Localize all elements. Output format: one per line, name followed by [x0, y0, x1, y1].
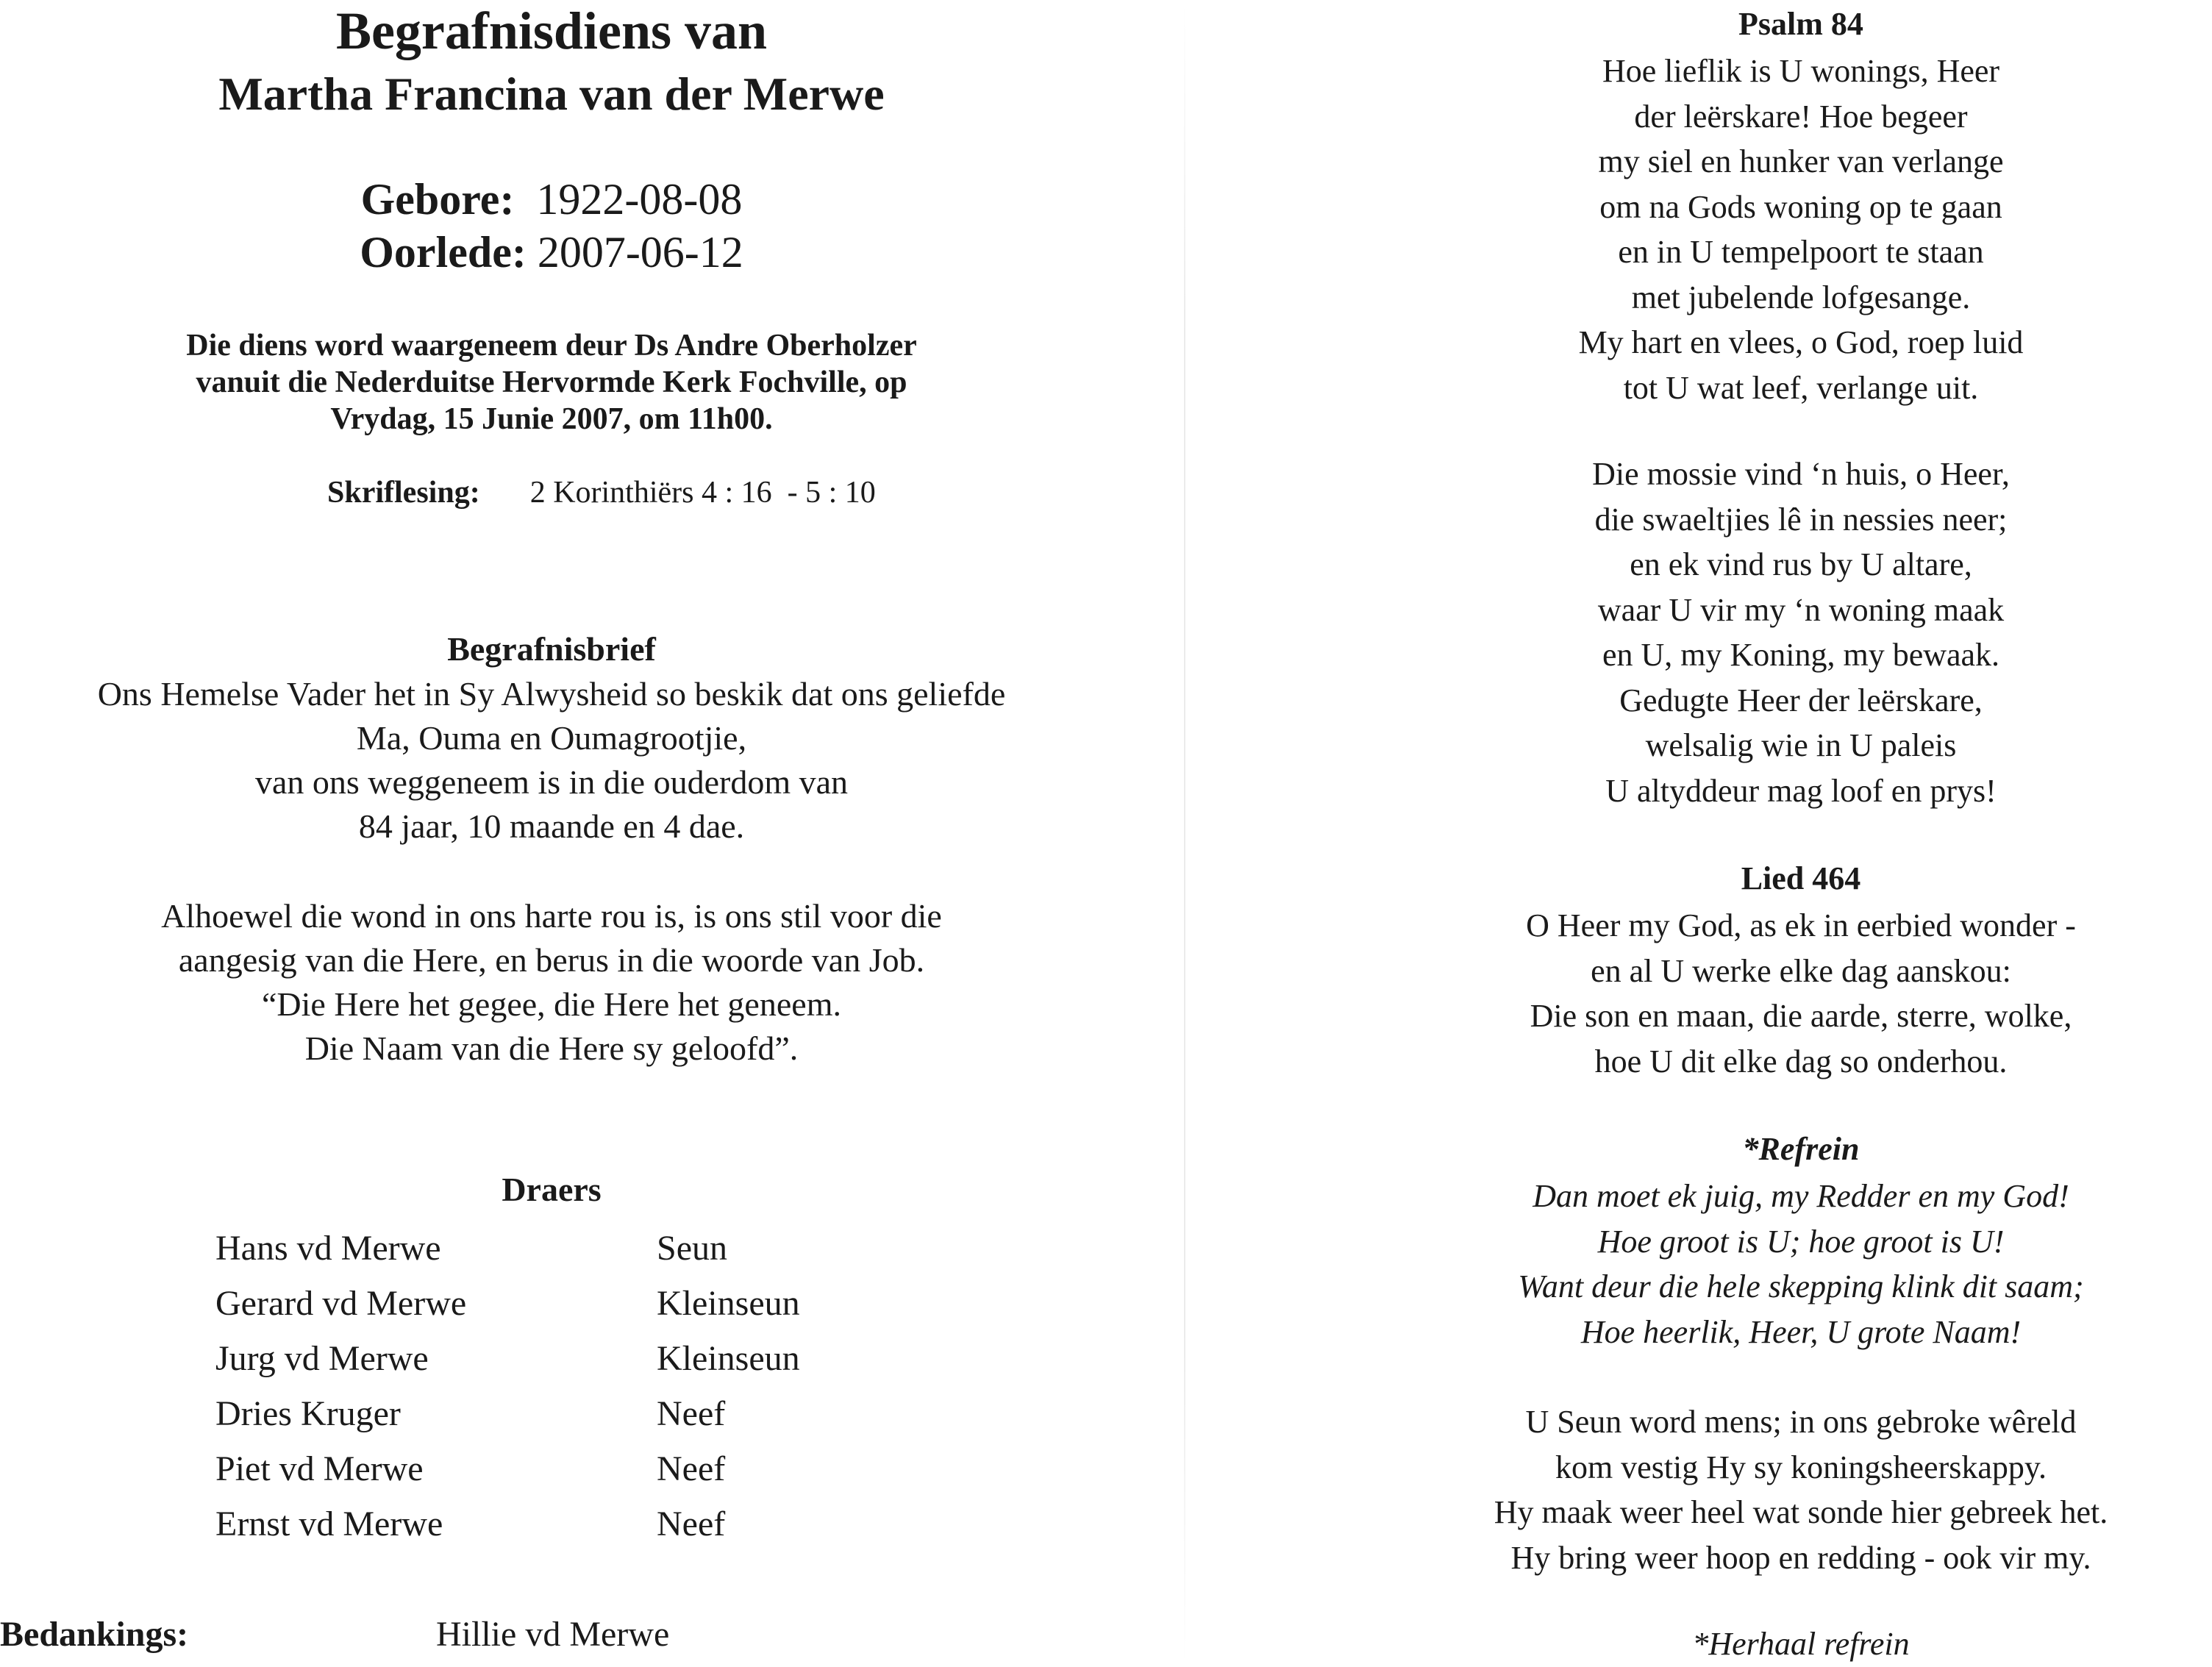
bearer-relation: Seun	[657, 1229, 727, 1268]
service-details	[0, 327, 1103, 438]
deceased-name: Martha Francina van der Merwe	[218, 68, 885, 120]
thanks-value: Hillie vd Merwe	[436, 1615, 670, 1654]
service-line: Die diens word waargeneem deur Ds Andre Oberholzer	[186, 329, 917, 363]
bearer-relation: Kleinseun	[657, 1284, 800, 1323]
service-line: vanuit die Nederduitse Hervormde Kerk Fochville, op	[196, 365, 907, 399]
psalm-line: Die mossie vind ‘n huis, o Heer,	[1592, 456, 2010, 492]
hymn-title: Lied 464	[1741, 860, 1861, 896]
psalm-line: tot U wat leef, verlange uit.	[1623, 369, 1979, 406]
bearers-list	[215, 1221, 800, 1552]
bearer-name: Piet vd Merwe	[215, 1449, 424, 1488]
bearer-name: Dries Kruger	[215, 1394, 401, 1433]
bearer-relation: Neef	[657, 1394, 726, 1433]
psalm-line: My hart en vlees, o God, roep luid	[1578, 324, 2024, 360]
hymn-line: U Seun word mens; in ons gebroke wêreld	[1525, 1404, 2077, 1440]
bearer-row	[215, 1221, 800, 1276]
refrain-line: Want deur die hele skepping klink dit saam;	[1518, 1268, 2084, 1304]
reading-value: 2 Korinthiërs 4 : 16 - 5 : 10	[529, 476, 876, 510]
psalm-line: om na Gods woning op te gaan	[1599, 188, 2002, 225]
born-date: 1922-08-08	[536, 175, 743, 224]
psalm-line: Gedugte Heer der leërskare,	[1619, 682, 1983, 718]
bearer-row	[215, 1276, 800, 1331]
refrain-line: Hoe heerlik, Heer, U grote Naam!	[1580, 1313, 2022, 1350]
hymn-line: O Heer my God, as ek in eerbied wonder -	[1526, 907, 2076, 943]
hymn-line: Die son en maan, die aarde, sterre, wolke,	[1530, 998, 2072, 1034]
hymn-verse-1	[1390, 903, 2212, 1084]
bearer-row	[215, 1331, 800, 1386]
psalm-line: die swaeltjies lê in nessies neer;	[1594, 501, 2008, 538]
refrain-title: *Refrein	[1742, 1131, 1860, 1167]
letter-line: Alhoewel die wond in ons harte rou is, is ons stil voor die	[161, 897, 942, 935]
bearer-name: Hans vd Merwe	[215, 1229, 441, 1268]
bearer-row	[215, 1386, 800, 1441]
bearer-relation: Neef	[657, 1449, 726, 1488]
letter-line: aangesig van die Here, en berus in die woorde van Job.	[178, 941, 925, 979]
born-row	[0, 173, 1103, 226]
left-page	[0, 0, 1103, 1667]
psalm-line: en ek vind rus by U altare,	[1630, 546, 1972, 582]
psalm-line: en in U tempelpoort te staan	[1618, 234, 1984, 270]
letter-line: Die Naam van die Here sy geloofd”.	[304, 1029, 799, 1067]
bearer-relation: Neef	[657, 1504, 726, 1543]
bearers-title: Draers	[502, 1171, 602, 1208]
hymn-line: Hy bring weer hoop en redding - ook vir my.	[1510, 1539, 2091, 1576]
psalm-line: U altyddeur mag loof en prys!	[1605, 772, 1997, 809]
hymn-line: en al U werke elke dag aanskou:	[1591, 952, 2011, 989]
psalm-line: waar U vir my ‘n woning maak	[1597, 591, 2005, 628]
refrain-line: Dan moet ek juig, my Redder en my God!	[1533, 1178, 2069, 1214]
psalm-verse-2	[1390, 451, 2212, 813]
service-line: Vrydag, 15 Junie 2007, om 11h00.	[330, 402, 773, 436]
letter-line: 84 jaar, 10 maande en 4 dae.	[358, 807, 745, 845]
page-fold	[1184, 0, 1185, 1667]
letter-line: “Die Here het gegee, die Here het geneem.	[262, 985, 841, 1023]
letter-paragraph-2	[0, 894, 1103, 1071]
thanks-label: Bedankings:	[0, 1615, 189, 1654]
hymn-line: Hy maak weer heel wat sonde hier gebreek het.	[1494, 1494, 2108, 1530]
hymn-line: kom vestig Hy sy koningsheerskappy.	[1555, 1449, 2047, 1485]
died-row	[0, 226, 1103, 279]
life-dates	[0, 173, 1103, 279]
psalm-line: welsalig wie in U paleis	[1645, 727, 1957, 763]
refrain-line: Hoe groot is U; hoe groot is U!	[1597, 1223, 2005, 1260]
died-label: Oorlede:	[360, 228, 527, 276]
bearer-name: Jurg vd Merwe	[215, 1339, 429, 1378]
psalm-line: Hoe lieflik is U wonings, Heer	[1602, 53, 2000, 89]
letter-title: Begrafnisbrief	[447, 630, 656, 668]
letter-paragraph-1	[0, 672, 1103, 849]
document-title: Begrafnisdiens van	[335, 1, 768, 60]
died-date: 2007-06-12	[537, 228, 743, 276]
psalm-line: my siel en hunker van verlange	[1598, 143, 2004, 179]
hymn-verse-2	[1390, 1399, 2212, 1580]
thanks	[0, 1613, 669, 1657]
psalm-title: Psalm 84	[1738, 6, 1863, 42]
repeat-refrain-note: *Herhaal refrein	[1692, 1626, 1910, 1662]
letter-line: van ons weggeneem is in die ouderdom van	[254, 763, 849, 801]
psalm-line: der leërskare! Hoe begeer	[1634, 98, 1968, 135]
reading-label: Skriflesing:	[327, 476, 480, 510]
bearer-row	[215, 1441, 800, 1496]
bearer-relation: Kleinseun	[657, 1339, 800, 1378]
refrain-lines	[1390, 1174, 2212, 1354]
bearer-row	[215, 1496, 800, 1552]
letter-line: Ons Hemelse Vader het in Sy Alwysheid so beskik dat ons geliefde	[97, 675, 1006, 713]
psalm-verse-1	[1390, 49, 2212, 410]
psalm-line: met jubelende lofgesange.	[1631, 279, 1971, 315]
born-label: Gebore:	[360, 175, 515, 224]
hymn-line: hoe U dit elke dag so onderhou.	[1594, 1043, 2008, 1079]
bearer-name: Gerard vd Merwe	[215, 1284, 467, 1323]
letter-line: Ma, Ouma en Oumagrootjie,	[356, 719, 747, 757]
bearer-name: Ernst vd Merwe	[215, 1504, 443, 1543]
scripture-reading	[327, 474, 876, 511]
psalm-line: en U, my Koning, my bewaak.	[1602, 637, 2000, 673]
